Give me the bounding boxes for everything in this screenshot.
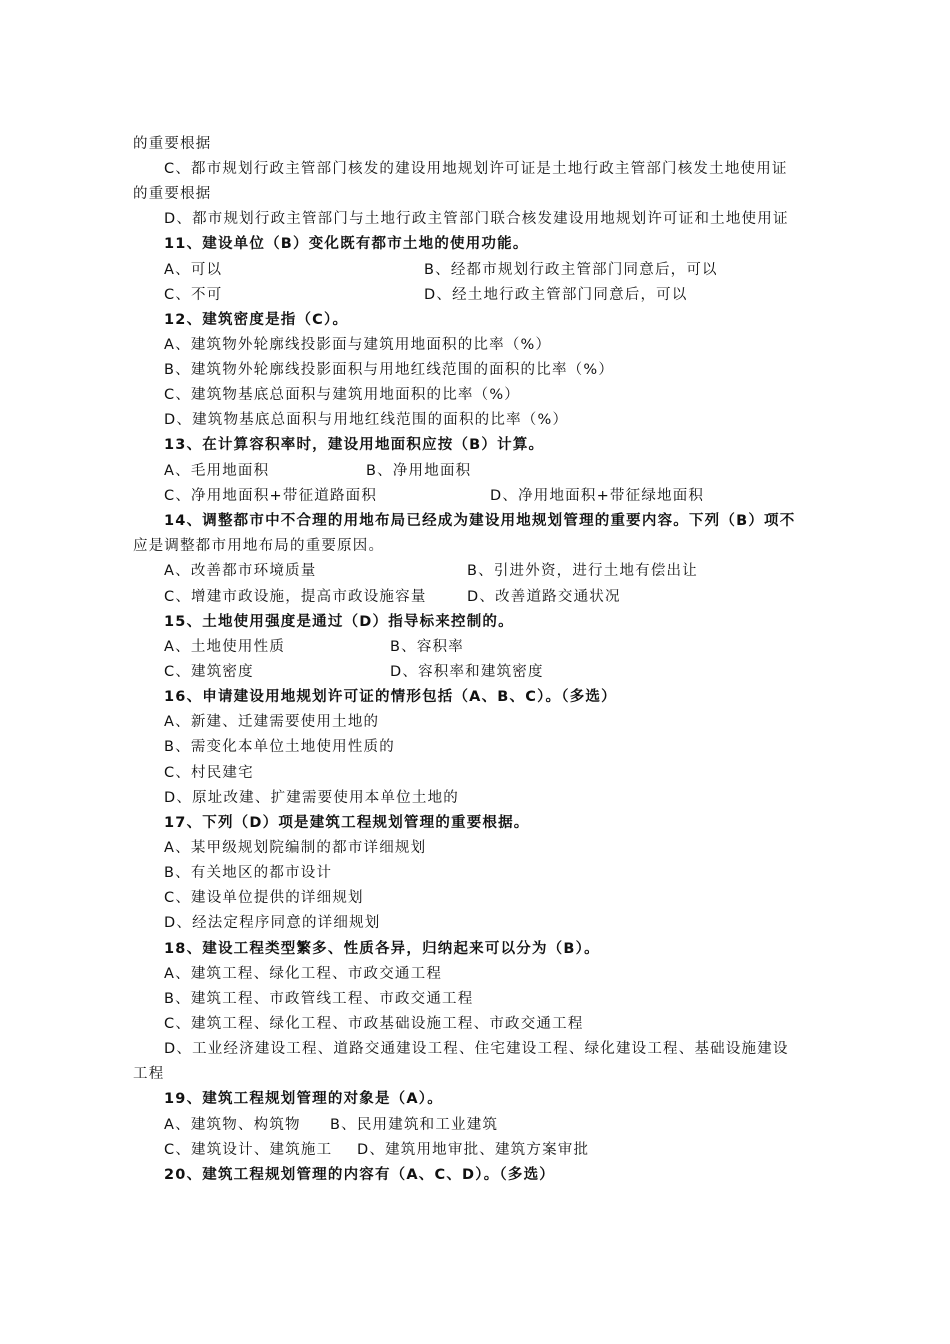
question-18: 18、建设工程类型繁多、性质各异，归纳起来可以分为（B）。 [164,941,600,957]
option-a: A、新建、迁建需要使用土地的 [164,714,380,730]
question-13: 13、在计算容积率时，建设用地面积应按（B）计算。 [164,437,545,453]
option-c: C、村民建宅 [164,765,254,781]
option-b: B、经都市规划行政主管部门同意后，可以 [424,262,718,278]
option-a: A、可以 [164,262,223,278]
question-17: 17、下列（D）项是建筑工程规划管理的重要根据。 [164,815,530,831]
option-c: C、建筑工程、绿化工程、市政基础设施工程、市政交通工程 [164,1016,584,1032]
option-d: D、原址改建、扩建需要使用本单位土地的 [164,790,459,806]
text-line: D、都市规划行政主管部门与土地行政主管部门联合核发建设用地规划许可证和土地使用证 [164,211,789,227]
option-b: B、需变化本单位土地使用性质的 [164,739,395,755]
option-c: C、建筑设计、建筑施工 [164,1142,333,1158]
question-11: 11、建设单位（B）变化既有都市土地的使用功能。 [164,236,529,252]
option-c: C、建筑密度 [164,664,254,680]
option-b: B、净用地面积 [366,463,472,479]
option-a: A、土地使用性质 [164,639,286,655]
option-d: D、经土地行政主管部门同意后，可以 [424,287,688,303]
question-12: 12、建筑密度是指（C）。 [164,312,349,328]
option-d: D、净用地面积+带征绿地面积 [490,488,705,504]
question-19: 19、建筑工程规划管理的对象是（A）。 [164,1091,443,1107]
question-16: 16、申请建设用地规划许可证的情形包括（A、B、C）。（多选） [164,689,617,705]
option-d: D、工业经济建设工程、道路交通建设工程、住宅建设工程、绿化建设工程、基础设施建设 [164,1041,789,1057]
option-b: B、民用建筑和工业建筑 [330,1117,499,1133]
text-line: 应是调整都市用地布局的重要原因。 [133,538,385,554]
option-d: D、容积率和建筑密度 [390,664,544,680]
option-b: B、引进外资，进行土地有偿出让 [467,563,698,579]
option-a: A、毛用地面积 [164,463,270,479]
question-14: 14、调整都市中不合理的用地布局已经成为建设用地规划管理的重要内容。下列（B）项不 [164,513,796,529]
option-d: D、建筑用地审批、建筑方案审批 [357,1142,590,1158]
text-line: 的重要根据 [133,136,212,152]
option-b: B、建筑工程、市政管线工程、市政交通工程 [164,991,474,1007]
option-a: A、建筑物外轮廓线投影面与建筑用地面积的比率（%） [164,337,552,353]
option-a: A、建筑工程、绿化工程、市政交通工程 [164,966,443,982]
option-c: C、不可 [164,287,223,303]
option-d: D、经法定程序同意的详细规划 [164,915,381,931]
option-c: C、增建市政设施，提高市政设施容量 [164,589,427,605]
option-c: C、建筑物基底总面积与建筑用地面积的比率（%） [164,387,521,403]
option-c: C、建设单位提供的详细规划 [164,890,364,906]
text-line: 的重要根据 [133,186,212,202]
option-b: B、有关地区的都市设计 [164,865,333,881]
text-line: C、都市规划行政主管部门核发的建设用地规划许可证是土地行政主管部门核发土地使用证 [164,161,788,177]
option-b: B、容积率 [390,639,464,655]
text-line: 工程 [133,1066,165,1082]
question-20: 20、建筑工程规划管理的内容有（A、C、D）。（多选） [164,1167,555,1183]
question-15: 15、土地使用强度是通过（D）指导标来控制的。 [164,614,514,630]
option-d: D、建筑物基底总面积与用地红线范围的面积的比率（%） [164,412,569,428]
option-b: B、建筑物外轮廓线投影面积与用地红线范围的面积的比率（%） [164,362,615,378]
option-a: A、建筑物、构筑物 [164,1117,301,1133]
option-a: A、某甲级规划院编制的都市详细规划 [164,840,427,856]
option-c: C、净用地面积+带征道路面积 [164,488,378,504]
option-a: A、改善都市环境质量 [164,563,317,579]
option-d: D、改善道路交通状况 [467,589,621,605]
